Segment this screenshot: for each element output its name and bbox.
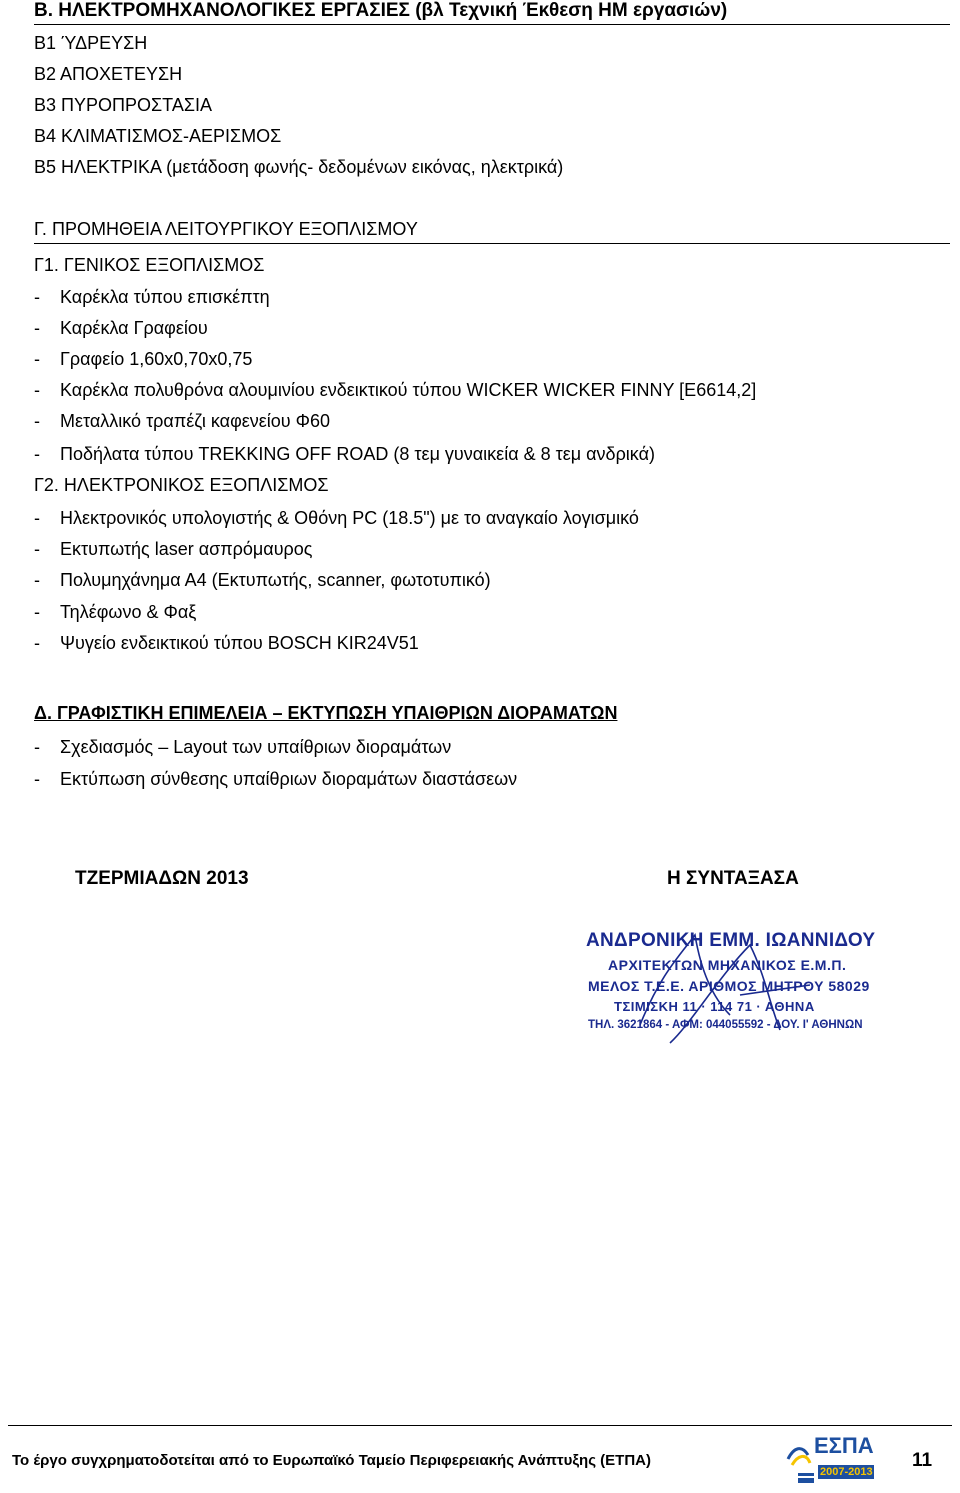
list-item: - Τηλέφωνο & Φαξ [34, 602, 197, 622]
list-item-text: Μεταλλικό τραπέζι καφενείου Φ60 [60, 411, 331, 431]
signer-label: Η ΣΥΝΤΑΞΑΣΑ [667, 868, 799, 889]
list-item: - Ποδήλατα τύπου TREKKING OFF ROAD (8 τεμ γυναικεία & 8 τεμ ανδρικά) [34, 444, 655, 464]
list-item: - Ψυγείο ενδεικτικού τύπου BOSCH KIR24V51 [34, 633, 419, 653]
list-item-text: Γραφείο 1,60x0,70x0,75 [60, 349, 253, 369]
g2-title: Γ2. ΗΛΕΚΤΡΟΝΙΚΟΣ ΕΞΟΠΛΙΣΜΟΣ [34, 475, 329, 495]
list-item-text: Καρέκλα Γραφείου [60, 318, 208, 338]
espa-logo [784, 1433, 880, 1485]
list-item-text: Καρέκλα πολυθρόνα αλουμινίου ενδεικτικού τύπου WICKER WICKER FINNY [E6614,2] [60, 380, 757, 400]
section-b-item: Β4 ΚΛΙΜΑΤΙΣΜΟΣ-ΑΕΡΙΣΜΟΣ [34, 126, 282, 146]
section-b-item: Β5 ΗΛΕΚΤΡΙΚΑ (μετάδοση φωνής- δεδομένων εικόνας, ηλεκτρικά) [34, 157, 564, 177]
stamp-line-title: ΑΡΧΙΤΕΚΤΩΝ ΜΗΧΑΝΙΚΟΣ Ε.Μ.Π. [608, 957, 847, 973]
section-d-title: Δ. ΓΡΑΦΙΣΤΙΚΗ ΕΠΙΜΕΛΕΙΑ – ΕΚΤΥΠΩΣΗ ΥΠΑΙΘΡΙΩΝ ΔΙΟΡΑΜΑΤΩΝ [34, 703, 618, 723]
list-item-text: Ψυγείο ενδεικτικού τύπου BOSCH KIR24V51 [60, 633, 419, 653]
list-item-text: Σχεδιασμός – Layout των υπαίθριων διοραμάτων [60, 737, 452, 757]
list-item: - Σχεδιασμός – Layout των υπαίθριων διοραμάτων [34, 737, 452, 757]
handwritten-signature [600, 915, 900, 1055]
section-g-rule [34, 243, 950, 244]
footer-text: Το έργο συγχρηματοδοτείται από το Ευρωπαϊκό Ταμείο Περιφερειακής Ανάπτυξης (ΕΤΠΑ) [12, 1452, 651, 1469]
g1-title: Γ1. ΓΕΝΙΚΟΣ ΕΞΟΠΛΙΣΜΟΣ [34, 255, 265, 275]
section-b-title: Β. ΗΛΕΚΤΡΟΜΗΧΑΝΟΛΟΓΙΚΕΣ ΕΡΓΑΣΙΕΣ (βλ Τεχνική Έκθεση ΗΜ εργασιών) [34, 0, 728, 21]
section-b-item: Β3 ΠΥΡΟΠΡΟΣΤΑΣΙΑ [34, 95, 212, 115]
list-item-text: Εκτυπωτής laser ασπρόμαυρος [60, 539, 313, 559]
list-item: - Εκτυπωτής laser ασπρόμαυρος [34, 539, 313, 559]
stamp-line-name: ΑΝΔΡΟΝΙΚΗ ΕΜΜ. ΙΩΑΝΝΙΔΟΥ [586, 930, 876, 951]
stamp-line-address: ΤΣΙΜΙΣΚΗ 11 · 114 71 · ΑΘΗΝΑ [614, 999, 815, 1014]
list-item: - Καρέκλα τύπου επισκέπτη [34, 287, 270, 307]
list-item-text: Καρέκλα τύπου επισκέπτη [60, 287, 270, 307]
list-item: - Ηλεκτρονικός υπολογιστής & Οθόνη PC (18.5") με το αναγκαίο λογισμικό [34, 508, 639, 528]
section-b-rule [34, 24, 950, 25]
list-item: - Μεταλλικό τραπέζι καφενείου Φ60 [34, 411, 331, 431]
page-number: 11 [912, 1450, 933, 1471]
section-g-title: Γ. ΠΡΟΜΗΘΕΙΑ ΛΕΙΤΟΥΡΓΙΚΟΥ ΕΞΟΠΛΙΣΜΟΥ [34, 219, 418, 239]
list-item: - Καρέκλα πολυθρόνα αλουμινίου ενδεικτικού τύπου WICKER WICKER FINNY [E6614,2] [34, 380, 757, 400]
list-item: - Καρέκλα Γραφείου [34, 318, 208, 338]
list-item-text: Πολυμηχάνημα Α4 (Εκτυπωτής, scanner, φωτοτυπικό) [60, 570, 491, 590]
list-item-text: Ποδήλατα τύπου TREKKING OFF ROAD (8 τεμ γυναικεία & 8 τεμ ανδρικά) [60, 444, 655, 464]
list-item: - Εκτύπωση σύνθεσης υπαίθριων διοραμάτων διαστάσεων [34, 769, 518, 789]
stamp-line-contact: ΤΗΛ. 3621864 - ΑΦΜ: 044055592 - ΔΟΥ. Ι' ΑΘΗΝΩΝ [588, 1019, 863, 1031]
espa-logo-text: ΕΣΠΑ [814, 1433, 874, 1458]
footer-rule [8, 1425, 952, 1426]
place-date: ΤΖΕΡΜΙΑΔΩΝ 2013 [75, 868, 249, 889]
list-item: - Πολυμηχάνημα Α4 (Εκτυπωτής, scanner, φωτοτυπικό) [34, 570, 491, 590]
section-b-item: Β2 ΑΠΟΧΕΤΕΥΣΗ [34, 64, 183, 84]
stamp-line-membership: ΜΕΛΟΣ Τ.Ε.Ε. ΑΡΙΘΜΟΣ ΜΗΤΡΟΥ 58029 [588, 978, 870, 994]
list-item-text: Τηλέφωνο & Φαξ [60, 602, 197, 622]
list-item-text: Ηλεκτρονικός υπολογιστής & Οθόνη PC (18.5") με το αναγκαίο λογισμικό [60, 508, 639, 528]
list-item: - Γραφείο 1,60x0,70x0,75 [34, 349, 253, 369]
list-item-text: Εκτύπωση σύνθεσης υπαίθριων διοραμάτων διαστάσεων [60, 769, 518, 789]
espa-logo-years: 2007-2013 [820, 1466, 873, 1478]
section-b-item: Β1 ΎΔΡΕΥΣΗ [34, 33, 148, 53]
